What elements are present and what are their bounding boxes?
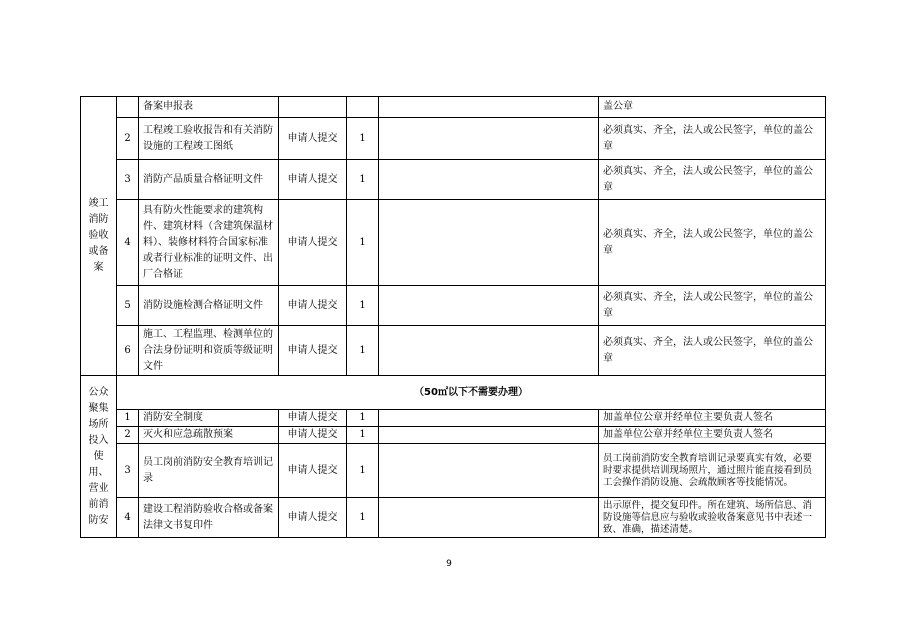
submitter: 申请人提交 xyxy=(279,200,347,286)
submitter: 申请人提交 xyxy=(279,286,347,326)
submitter: 申请人提交 xyxy=(279,326,347,376)
item-name: 消防产品质量合格证明文件 xyxy=(139,160,279,200)
row-number: 3 xyxy=(117,160,139,200)
submitter: 申请人提交 xyxy=(279,118,347,160)
item-name: 灭火和应急疏散预案 xyxy=(139,427,279,444)
item-name: 具有防火性能要求的建筑构件、建筑材料（含建筑保温材料）、装修材料符合国家标准或者行业标准的证明文件、出厂合格证 xyxy=(139,200,279,286)
blank-cell xyxy=(379,160,599,200)
section-category-public: 公众 聚集 场所 投入 使 用、 营业 前消 防安 xyxy=(81,376,117,538)
requirement: 必须真实、齐全，法人或公民签字，单位的盖公章 xyxy=(599,286,826,326)
submitter: 申请人提交 xyxy=(279,498,347,538)
table-row xyxy=(81,427,826,444)
submitter xyxy=(279,97,347,118)
quantity: 1 xyxy=(347,498,379,538)
table-row xyxy=(81,326,826,376)
row-number: 6 xyxy=(117,326,139,376)
quantity: 1 xyxy=(347,444,379,498)
requirement: 必须真实、齐全，法人或公民签字，单位的盖公章 xyxy=(599,200,826,286)
requirement: 必须真实、齐全，法人或公民签字，单位的盖公章 xyxy=(599,118,826,160)
table-row xyxy=(81,498,826,538)
item-name: 员工岗前消防安全教育培训记录 xyxy=(139,444,279,498)
row-number: 4 xyxy=(117,498,139,538)
requirement: 必须真实、齐全，法人或公民签字，单位的盖公章 xyxy=(599,160,826,200)
quantity: 1 xyxy=(347,200,379,286)
requirement: 加盖单位公章并经单位主要负责人签名 xyxy=(599,427,826,444)
blank-cell xyxy=(379,118,599,160)
submitter: 申请人提交 xyxy=(279,444,347,498)
quantity: 1 xyxy=(347,427,379,444)
item-name: 工程竣工验收报告和有关消防设施的工程竣工图纸 xyxy=(139,118,279,160)
quantity xyxy=(347,97,379,118)
requirement: 必须真实、齐全，法人或公民签字，单位的盖公章 xyxy=(599,326,826,376)
page-number: 9 xyxy=(446,559,452,569)
submitter: 申请人提交 xyxy=(279,410,347,427)
quantity: 1 xyxy=(347,410,379,427)
quantity: 1 xyxy=(347,326,379,376)
table-row xyxy=(81,118,826,160)
section-category-completion: 竣工 消防 验收 或备 案 xyxy=(81,97,117,376)
item-name: 消防安全制度 xyxy=(139,410,279,427)
requirement: 盖公章 xyxy=(599,97,826,118)
document-table xyxy=(80,96,826,538)
row-number: 5 xyxy=(117,286,139,326)
row-number: 1 xyxy=(117,410,139,427)
requirement: 出示原件，提交复印件。所在建筑、场所信息、消防设施等信息应与验收或验收备案意见书中表述一致、准确，描述清楚。 xyxy=(599,498,826,538)
requirement: 员工岗前消防安全教育培训记录要真实有效，必要时要求提供培训现场照片，通过照片能直接看到员工会操作消防设施、会疏散顾客等技能情况。 xyxy=(599,444,826,498)
row-number xyxy=(117,97,139,118)
item-name: 建设工程消防验收合格或备案法律文书复印件 xyxy=(139,498,279,538)
area-exemption-banner: （50㎡以下不需要办理） xyxy=(117,376,826,410)
blank-cell xyxy=(379,200,599,286)
requirement: 加盖单位公章并经单位主要负责人签名 xyxy=(599,410,826,427)
table-row xyxy=(81,97,826,118)
table-row xyxy=(81,286,826,326)
table-row xyxy=(81,200,826,286)
table-row xyxy=(81,160,826,200)
row-number: 4 xyxy=(117,200,139,286)
quantity: 1 xyxy=(347,118,379,160)
item-name: 消防设施检测合格证明文件 xyxy=(139,286,279,326)
blank-cell xyxy=(379,97,599,118)
blank-cell xyxy=(379,427,599,444)
row-number: 2 xyxy=(117,118,139,160)
table-row xyxy=(81,444,826,498)
row-number: 2 xyxy=(117,427,139,444)
blank-cell xyxy=(379,498,599,538)
blank-cell xyxy=(379,286,599,326)
table-row xyxy=(81,376,826,410)
quantity: 1 xyxy=(347,160,379,200)
item-name: 备案申报表 xyxy=(139,97,279,118)
blank-cell xyxy=(379,326,599,376)
blank-cell xyxy=(379,410,599,427)
submitter: 申请人提交 xyxy=(279,160,347,200)
row-number: 3 xyxy=(117,444,139,498)
blank-cell xyxy=(379,444,599,498)
quantity: 1 xyxy=(347,286,379,326)
table-row xyxy=(81,410,826,427)
item-name: 施工、工程监理、检测单位的合法身份证明和资质等级证明文件 xyxy=(139,326,279,376)
submitter: 申请人提交 xyxy=(279,427,347,444)
